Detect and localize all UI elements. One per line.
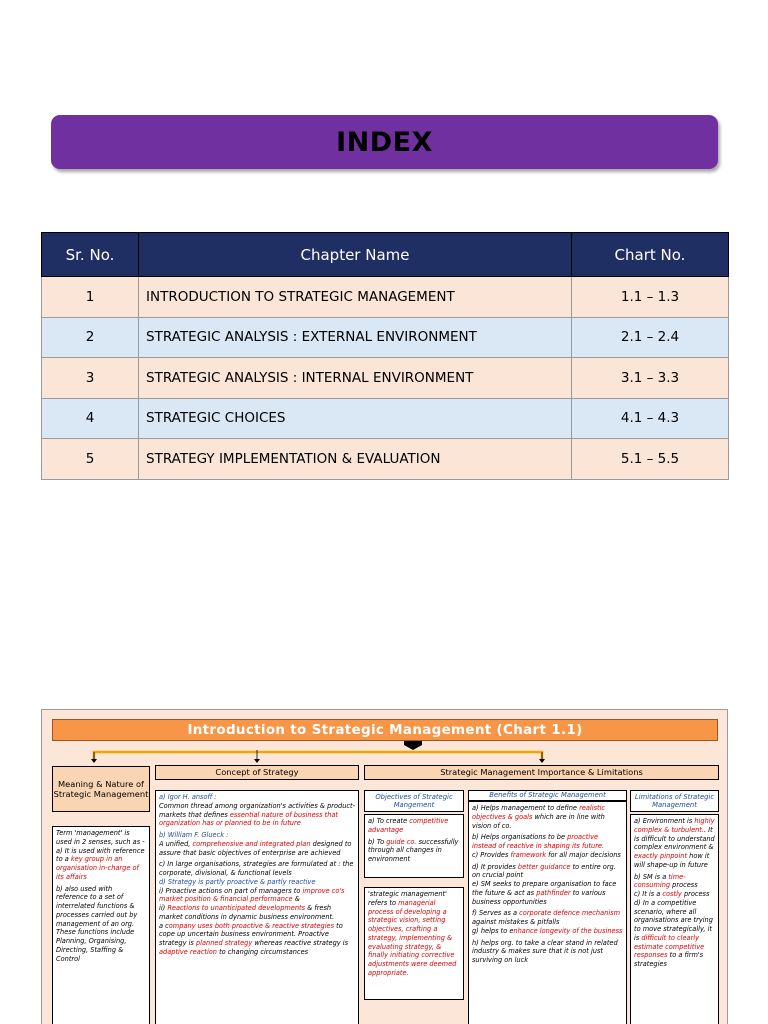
benefits-point-b: b) Helps organisations to be proactive instead of reactive in shaping its future. [472,833,605,851]
table-row [42,358,729,399]
row-chart-no: 1.1 – 1.3 [572,277,729,318]
benefits-point-d: d) It provides better guidance to entire org. on crucial point [472,862,616,880]
objectives-box [364,814,464,878]
row-chapter-name: INTRODUCTION TO STRATEGIC MANAGEMENT [139,277,572,318]
sm-definition-box: 'strategic management' refers to managerial process of developing a strategic vision, setting objectives, crafting a strategy, implementing & evaluating strategy, & finally initiating corrective adjustments were deemed appropriate. [364,887,464,1000]
page-title: INDEX [336,126,433,158]
benefits-point-a: a) Helps management to define realistic objectives & goals which are in line with vision of co. [472,804,606,830]
limitations-header: Limitations of Strategic Management [630,790,719,812]
concept-b-heading: b) William F. Glueck : [159,831,229,840]
row-chapter-name: STRATEGY IMPLEMENTATION & EVALUATION [139,439,572,480]
index-table [41,232,729,480]
benefits-point-c: c) Provides framework for all major decisions [472,850,621,859]
row-sr-no: 5 [42,439,139,480]
benefits-point-g: g) helps to enhance longevity of the business [472,926,623,935]
concept-box [155,790,359,1024]
importance-header: Strategic Management Importance & Limitations [364,765,719,780]
table-row [42,317,729,358]
row-sr-no: 2 [42,317,139,358]
benefits-point-f: f) Serves as a corporate defence mechanism against mistakes & pitfalls [472,909,621,927]
table-row [42,398,729,439]
meaning-intro: Term 'management' is used in 2 senses, such as - [56,829,145,846]
row-chart-no: 5.1 – 5.5 [572,439,729,480]
header-sr-no: Sr. No. [42,233,139,277]
objectives-point-a: a) To create competitive advantage [368,817,449,834]
chart-preview [41,709,728,1024]
table-row [42,439,729,480]
row-chart-no: 3.1 – 3.3 [572,358,729,399]
concept-ii-text: ii) Reactions to unanticipated developments & fresh market conditions in dynamic business environment. [159,904,335,921]
limitations-point-d: d) In a competitive scenario, where all organisations are trying to move strategically, it is difficult to clearly estimate competitive responses to a firm's strategies [634,898,713,969]
concept-a-heading: a) Igor H. ansoff : [159,793,217,801]
limitations-point-c: c) It is a costly process [634,890,710,899]
row-chapter-name: STRATEGIC CHOICES [139,398,572,439]
row-chapter-name: STRATEGIC ANALYSIS : EXTERNAL ENVIRONMENT [139,317,572,358]
concept-c-text: c) In large organisations, strategies are formulated at : the corporate, divisional, & functional levels [159,860,354,878]
concept-i-text: i) Proactive actions on part of managers to improve co's market position & financial performance & [159,886,345,904]
meaning-point-a: a) It is used with reference to a key group in an organisation in-charge of its affairs [56,846,145,881]
row-chart-no: 2.1 – 2.4 [572,317,729,358]
table-row [42,277,729,318]
benefits-header: Benefits of Strategic Management [468,790,627,801]
row-sr-no: 1 [42,277,139,318]
meaning-header: Meaning & Nature of Strategic Management [52,766,150,812]
row-sr-no: 3 [42,358,139,399]
benefits-point-h: h) helps org. to take a clear stand in related industry & makes sure that it is not just surviving on luck [472,938,618,965]
benefits-box [468,801,627,1024]
limitations-point-a: a) Environment is highly complex & turbulent.. It is difficult to understand complex environment & exactly pinpoint how it will shape-up in future [634,817,715,869]
header-chart-no: Chart No. [572,233,729,277]
concept-a-text: Common thread among organization's activities & product-markets that defines essential nature of business that organization has or planned to be in future [159,801,356,828]
concept-d-heading: d) Strategy is partly proactive & partly reactive [159,877,316,886]
table-header-row [42,233,729,277]
chart-title: Introduction to Strategic Management (Chart 1.1) [52,719,718,741]
limitations-point-b: b) SM is a time-consuming process [634,872,698,890]
concept-e-text: a company uses both proactive & reactive strategies to cope up uncertain business environment. Proactive strategy is planned strategy whereas reactive strategy is adaptive reaction to changing circumstances [159,921,349,957]
concept-b-text: A unified, comprehensive and integrated plan designed to assure that basic objectives of enterprise are achieved [159,839,352,857]
objectives-point-b: b) To guide co. successfully through all changes in environment [368,837,459,864]
benefits-point-e: e) SM seeks to prepare organisation to face the future & act as pathfinder to various business opportunities [472,880,617,906]
concept-header: Concept of Strategy [155,765,359,780]
objectives-header: Objectives of Strategic Mangement [364,790,464,812]
meaning-box [52,826,150,1024]
row-sr-no: 4 [42,398,139,439]
limitations-box [630,814,719,1024]
row-chart-no: 4.1 – 4.3 [572,398,729,439]
row-chapter-name: STRATEGIC ANALYSIS : INTERNAL ENVIRONMENT [139,358,572,399]
header-chapter-name: Chapter Name [139,233,572,277]
meaning-point-b: b) also used with reference to a set of interrelated functions & processes carried out by management of an org. These functions include Planning, Organising, Directing, Staffing & Control [56,884,138,963]
index-banner [51,115,718,169]
